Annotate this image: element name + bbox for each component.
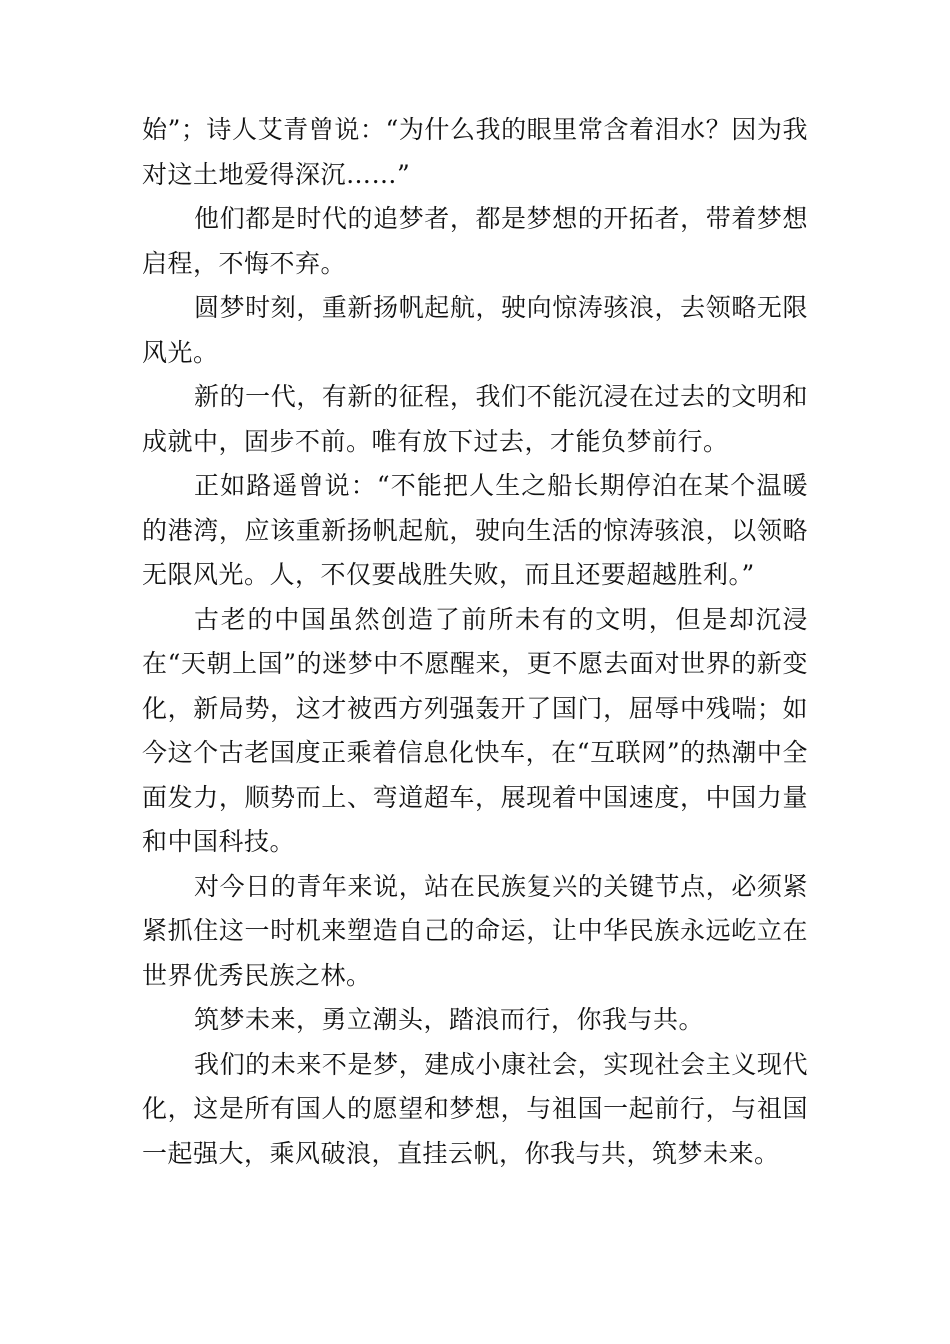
paragraph-8: 筑梦未来，勇立潮头，踏浪而行，你我与共。 — [194, 1005, 705, 1034]
paragraph-9: 我们的未来不是梦，建成小康社会，实现社会主义现代化，这是所有国人的愿望和梦想，与祖国一起前行，与祖国一起强大，乘风破浪，直挂云帆，你我与共，筑梦未来。 — [142, 1049, 808, 1168]
paragraph-3: 圆梦时刻，重新扬帆起航，驶向惊涛骇浪，去领略无限风光。 — [142, 293, 808, 367]
paragraph-4: 新的一代，有新的征程，我们不能沉浸在过去的文明和成就中，固步不前。唯有放下过去，才能负梦前行。 — [142, 382, 808, 456]
paragraph-1: 始”；诗人艾青曾说：“为什么我的眼里常含着泪水？因为我对这土地爱得深沉……” — [142, 115, 808, 189]
paragraph-5: 正如路遥曾说：“不能把人生之船长期停泊在某个温暖的港湾，应该重新扬帆起航，驶向生活的惊涛骇浪，以领略无限风光。人，不仅要战胜失败，而且还要超越胜利。” — [142, 471, 808, 589]
paragraph-6: 古老的中国虽然创造了前所未有的文明，但是却沉浸在“天朝上国”的迷梦中不愿醒来，更不愿去面对世界的新变化，新局势，这才被西方列强轰开了国门，屈辱中残喘；如今这个古老国度正乘着信息化快车，在“互联网”的热潮中全面发力，顺势而上、弯道超车，展现着中国速度，中国力量和中国科技。 — [142, 604, 808, 856]
paragraph-7: 对今日的青年来说，站在民族复兴的关键节点，必须紧紧抓住这一时机来塑造自己的命运，让中华民族永远屹立在世界优秀民族之林。 — [142, 871, 808, 990]
paragraph-2: 他们都是时代的追梦者，都是梦想的开拓者，带着梦想启程，不悔不弃。 — [142, 204, 808, 278]
document-body — [142, 108, 808, 1176]
